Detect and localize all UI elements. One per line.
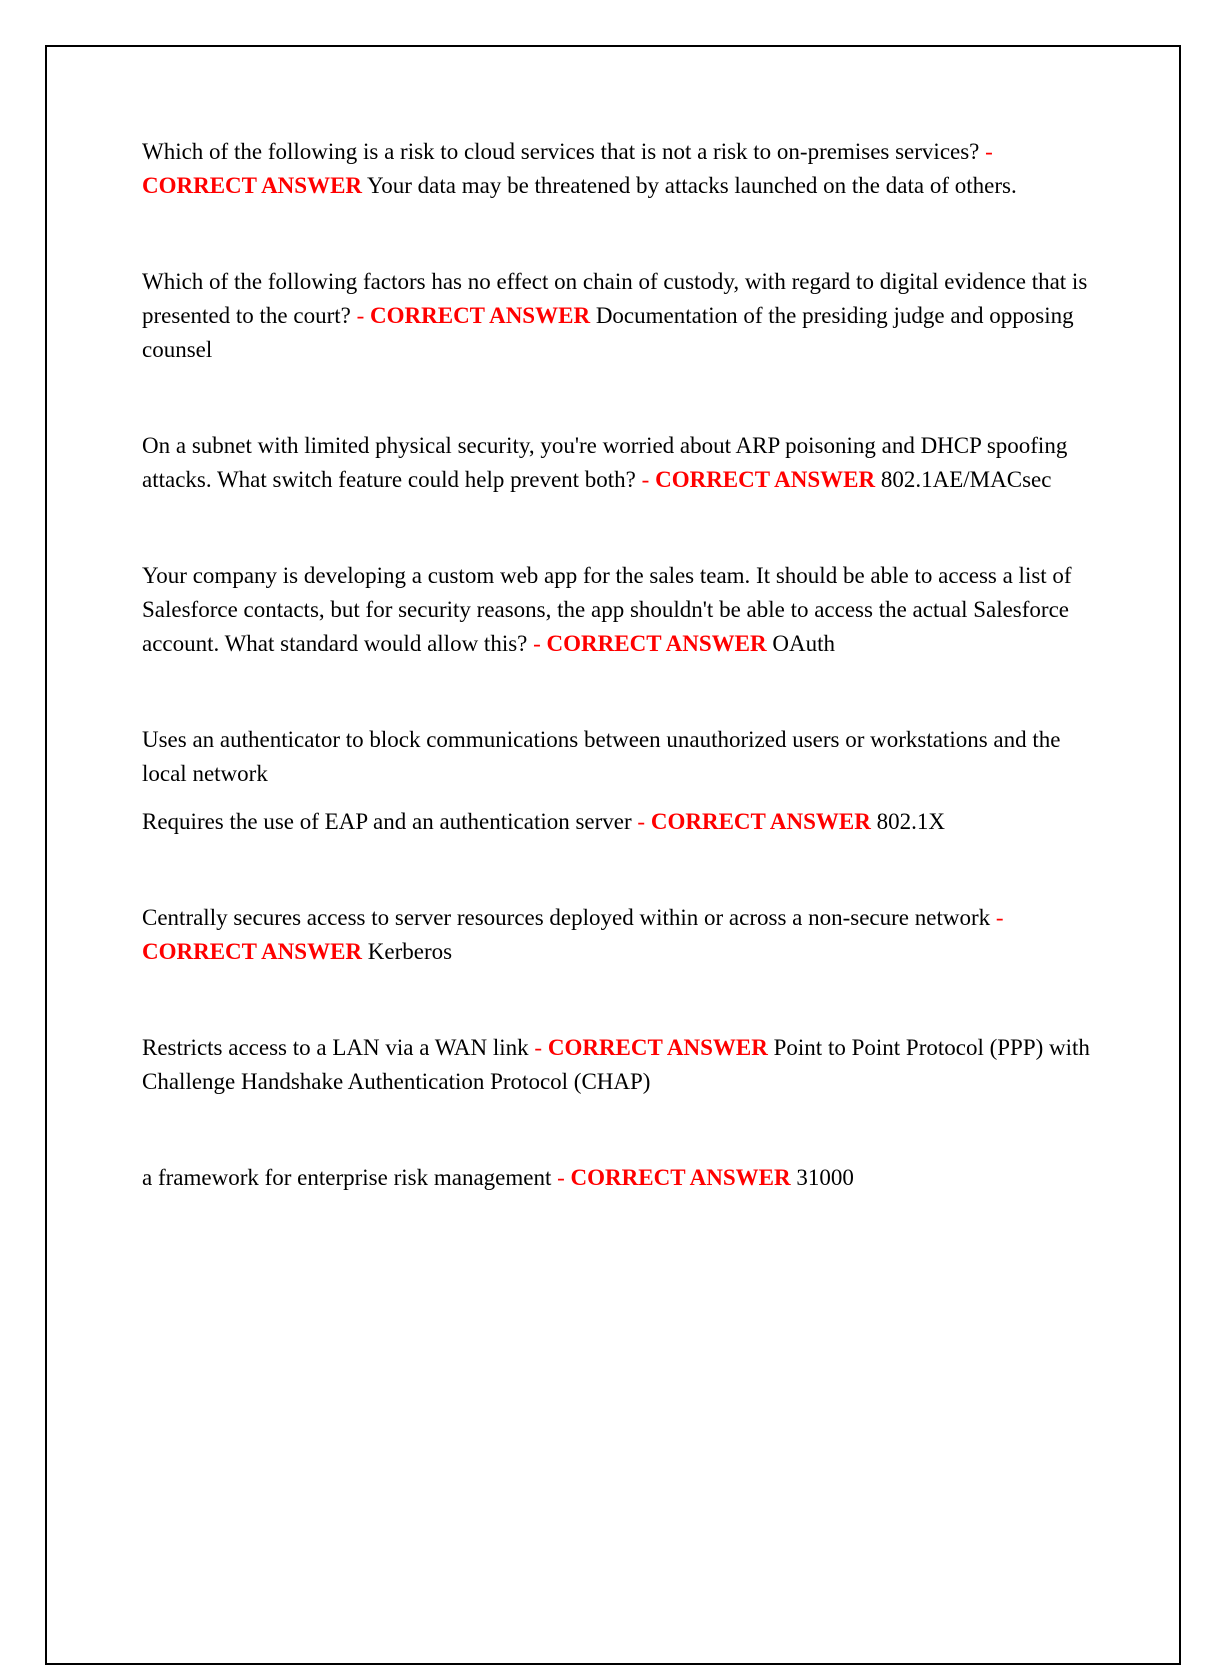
correct-answer-label: CORRECT ANSWER bbox=[546, 631, 767, 656]
text-segment: a framework for enterprise risk management bbox=[142, 1165, 558, 1190]
text-segment: - bbox=[557, 1165, 571, 1190]
text-segment: 31000 bbox=[790, 1165, 854, 1190]
text-segment: Uses an authenticator to block communications between unauthorized users or workstations and the local network bbox=[142, 727, 1061, 786]
text-segment: 802.1AE/MACsec bbox=[875, 467, 1052, 492]
text-segment: Point to Point Protocol (PPP) with Challenge Handshake Authentication Protocol (CHAP) bbox=[142, 1035, 1090, 1094]
text-segment: Kerberos bbox=[362, 939, 453, 964]
document-page-border bbox=[45, 45, 1181, 1665]
text-segment: On a subnet with limited physical security, you're worried about ARP poisoning and DHCP spoofing attacks. What switch feature could help prevent both? bbox=[142, 433, 1068, 492]
paragraph bbox=[142, 805, 1092, 839]
correct-answer-label: CORRECT ANSWER bbox=[547, 1035, 768, 1060]
text-segment: - bbox=[985, 139, 993, 164]
text-segment: - bbox=[356, 303, 371, 328]
text-segment: Which of the following factors has no effect on chain of custody, with regard to digital evidence that is presented to the court? bbox=[142, 269, 1088, 328]
paragraph bbox=[142, 429, 1092, 497]
text-segment: - bbox=[641, 467, 656, 492]
paragraph bbox=[142, 723, 1092, 791]
correct-answer-label: CORRECT ANSWER bbox=[142, 173, 363, 198]
text-segment: Documentation of the presiding judge and opposing counsel bbox=[142, 303, 1074, 362]
paragraph bbox=[142, 1031, 1092, 1099]
paragraph bbox=[142, 1161, 1092, 1195]
text-segment: Your company is developing a custom web app for the sales team. It should be able to access a list of Salesforce contacts, but for security reasons, the app shouldn't be able to access the actual Salesforce account. What standard would allow this? bbox=[142, 563, 1072, 656]
paragraph bbox=[142, 559, 1092, 661]
text-segment: Which of the following is a risk to cloud services that is not a risk to on-premises services? bbox=[142, 139, 986, 164]
text-segment: - bbox=[534, 1035, 548, 1060]
text-segment: Requires the use of EAP and an authentication server bbox=[142, 809, 638, 834]
correct-answer-label: CORRECT ANSWER bbox=[370, 303, 591, 328]
text-segment: 802.1X bbox=[870, 809, 946, 834]
text-segment: - bbox=[995, 905, 1004, 930]
correct-answer-label: CORRECT ANSWER bbox=[650, 809, 871, 834]
text-segment: Restricts access to a LAN via a WAN link bbox=[142, 1035, 535, 1060]
text-segment: Your data may be threatened by attacks launched on the data of others. bbox=[362, 173, 1017, 198]
correct-answer-label: CORRECT ANSWER bbox=[570, 1165, 791, 1190]
correct-answer-label: CORRECT ANSWER bbox=[655, 467, 876, 492]
text-segment: - bbox=[533, 631, 547, 656]
text-segment: - bbox=[637, 809, 651, 834]
paragraph bbox=[142, 901, 1092, 969]
text-segment: OAuth bbox=[766, 631, 835, 656]
document-body bbox=[142, 135, 1092, 1195]
paragraph bbox=[142, 265, 1092, 367]
correct-answer-label: CORRECT ANSWER bbox=[142, 939, 363, 964]
paragraph bbox=[142, 135, 1092, 203]
text-segment: Centrally secures access to server resources deployed within or across a non-secure network bbox=[142, 905, 996, 930]
